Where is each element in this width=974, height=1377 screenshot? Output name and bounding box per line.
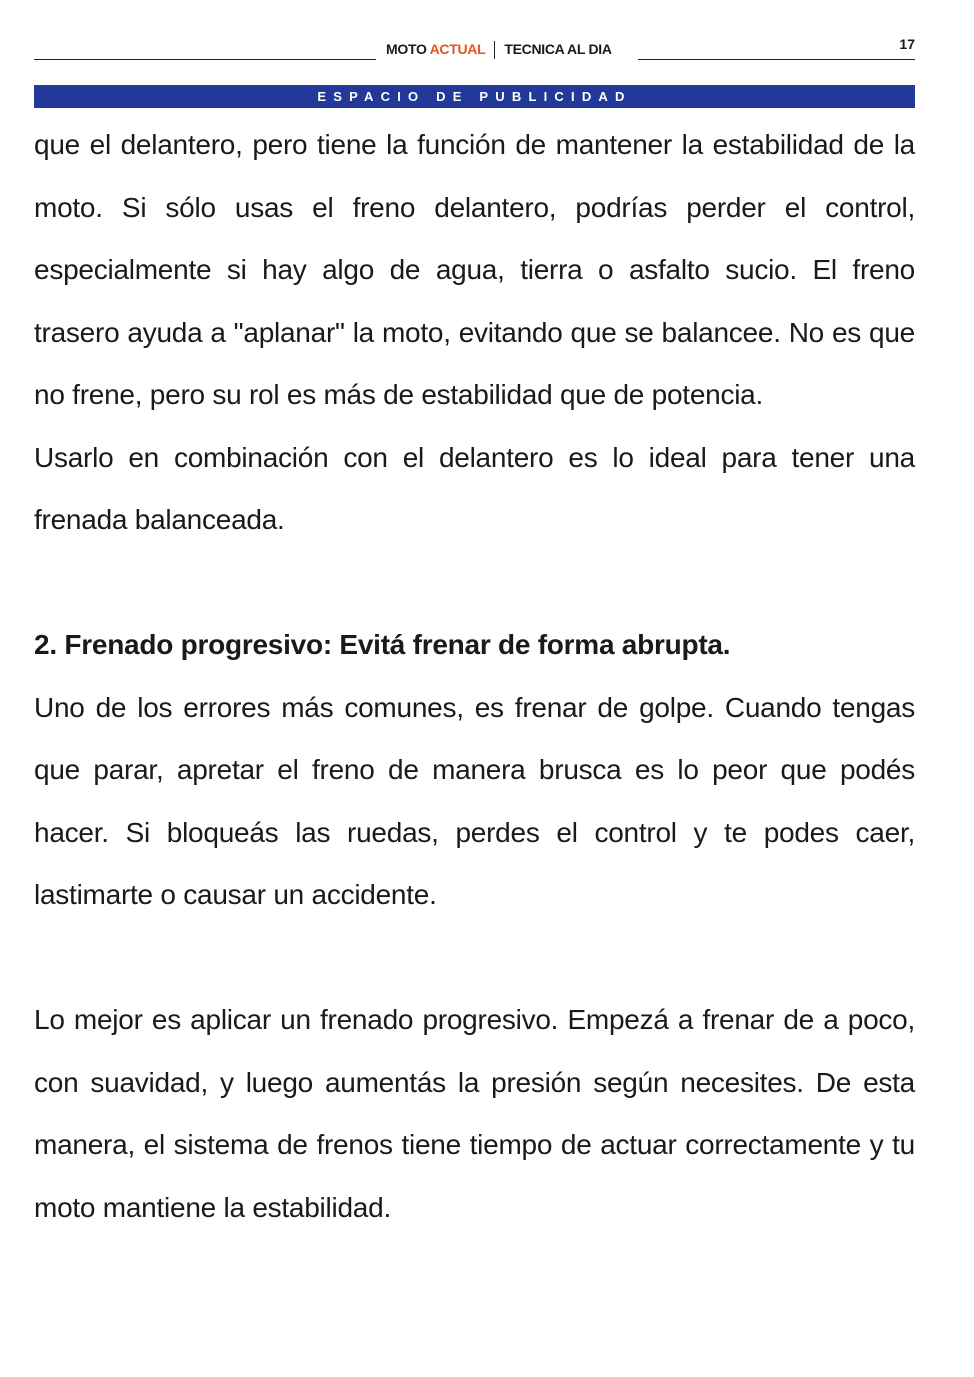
paragraph-3: Uno de los errores más comunes, es frenar de golpe. Cuando tengas que parar, apretar el freno de manera brusca es lo peor que podés hacer. Si bloqueás las ruedas, perdes el control y te podes caer, lastimarte o causar un accidente. xyxy=(34,691,915,910)
paragraph-1: que el delantero, pero tiene la función de mantener la estabilidad de la moto. Si sólo usas el freno delantero, podrías perder el control, especialmente si hay algo de agua, tierra o asfalto sucio. El freno trasero ayuda a "aplanar" la moto, evitando que se balancee. No es que no frene, pero su rol es más de estabilidad que de potencia. xyxy=(34,129,915,410)
article-body xyxy=(34,114,915,1239)
ad-space-band: ESPACIO DE PUBLICIDAD xyxy=(34,85,915,108)
header-rule-right xyxy=(638,59,915,60)
brand-moto: MOTO xyxy=(386,41,427,57)
header-rule-left xyxy=(34,59,376,60)
title-separator xyxy=(494,41,495,59)
paragraph-4: Lo mejor es aplicar un frenado progresivo. Empezá a frenar de a poco, con suavidad, y luego aumentás la presión según necesites. De esta manera, el sistema de frenos tiene tiempo de actuar correctamente y tu moto mantiene la estabilidad. xyxy=(34,1004,915,1223)
paragraph-gap xyxy=(34,927,915,990)
paragraph-2: Usarlo en combinación con el delantero es lo ideal para tener una frenada balanceada. xyxy=(34,441,915,535)
page-number: 17 xyxy=(899,36,915,52)
page-header xyxy=(34,30,915,64)
brand-actual: ACTUAL xyxy=(429,41,486,57)
magazine-title xyxy=(386,41,612,59)
paragraph-gap xyxy=(34,552,915,615)
section-heading: 2. Frenado progresivo: Evitá frenar de forma abrupta. xyxy=(34,629,731,660)
section-name: TECNICA AL DIA xyxy=(504,41,612,57)
